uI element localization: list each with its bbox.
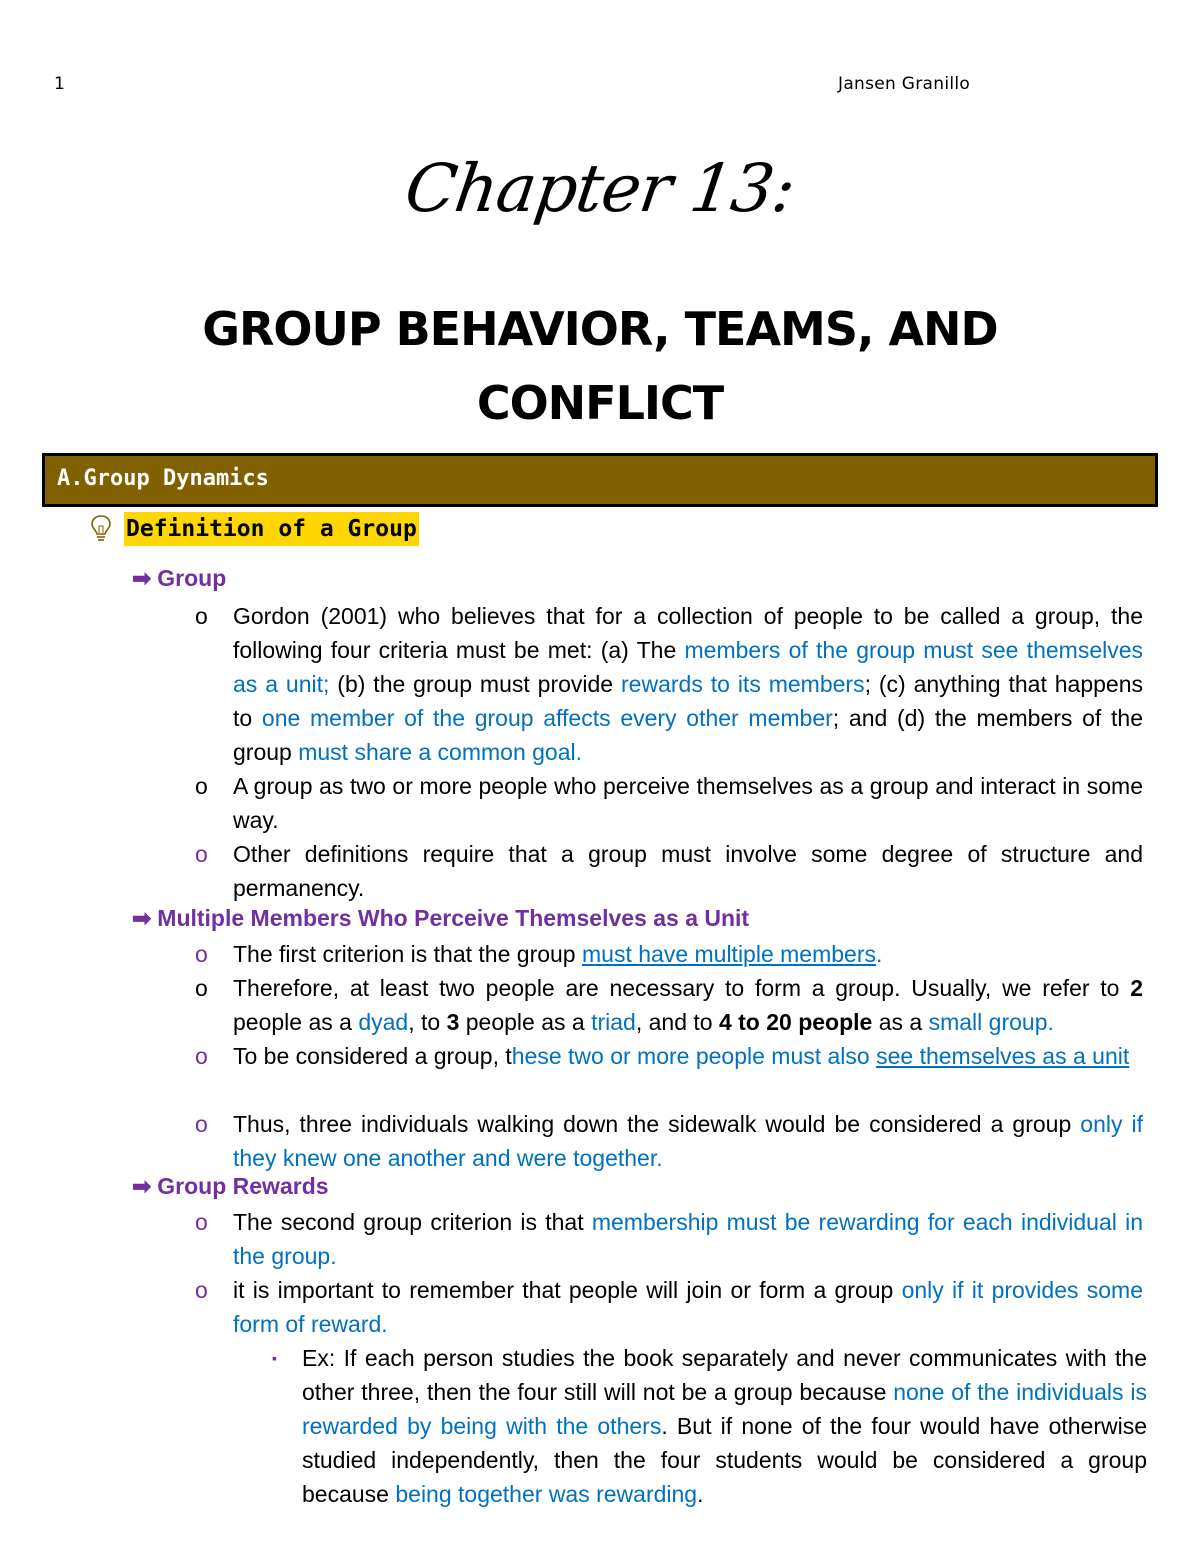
square-bullet-icon: ▪ bbox=[272, 1350, 277, 1366]
list-item-text: To be considered a group, these two or more people must also see themselves as a unit bbox=[233, 1043, 1130, 1069]
list-item-text: Other definitions require that a group must involve some degree of structure and permanency. bbox=[233, 841, 1143, 901]
list-item-text: it is important to remember that people will join or form a group only if it provides some form of reward. bbox=[233, 1277, 1144, 1337]
subsection-heading-group-rewards: ➡ Group Rewards bbox=[132, 1173, 329, 1199]
list-item-text: Gordon (2001) who believes that for a collection of people to be called a group, the following four criteria must be met: (a) The members of the group must see themselves as a unit; (b) the group must provide rewards to its members; (c) anything that happens to one member of the group affects every other member; and (d) the members of the group must share a common goal. bbox=[233, 603, 1144, 765]
arrow-icon: ➡ bbox=[132, 905, 152, 931]
list-item-text: The first criterion is that the group must have multiple members. bbox=[233, 941, 883, 967]
list-item-text: Thus, three individuals walking down the sidewalk would be considered a group only if they knew one another and were together. bbox=[233, 1111, 1143, 1171]
circle-bullet-icon: o bbox=[195, 941, 208, 967]
circle-bullet-icon: o bbox=[195, 1043, 208, 1069]
chapter-label: Chapter 13: bbox=[400, 150, 800, 227]
circle-bullet-icon: o bbox=[195, 1209, 208, 1235]
circle-bullet-icon: o bbox=[195, 841, 208, 867]
circle-bullet-icon: o bbox=[195, 1111, 208, 1137]
subsection-heading-multiple-members: ➡ Multiple Members Who Perceive Themselves as a Unit bbox=[132, 905, 750, 931]
lightbulb-icon bbox=[90, 514, 112, 544]
page-number: 1 bbox=[54, 74, 65, 94]
author-name: Jansen Granillo bbox=[838, 74, 971, 94]
definition-title: Definition of a Group bbox=[124, 512, 419, 546]
title-line-1: GROUP BEHAVIOR, TEAMS, AND bbox=[202, 302, 998, 356]
subsection-heading-group: ➡ Group bbox=[132, 565, 227, 591]
circle-bullet-icon: o bbox=[195, 603, 208, 629]
arrow-icon: ➡ bbox=[132, 1173, 152, 1199]
circle-bullet-icon: o bbox=[195, 975, 208, 1001]
section-title: A.Group Dynamics bbox=[57, 466, 269, 491]
circle-bullet-icon: o bbox=[195, 773, 208, 799]
section-header-bar bbox=[42, 453, 1158, 507]
circle-bullet-icon: o bbox=[195, 1277, 208, 1303]
title-line-2: CONFLICT bbox=[476, 376, 724, 430]
nested-list-item-text: Ex: If each person studies the book separately and never communicates with the other three, then the four still will not be a group because none of the individuals is rewarded by being with the others. But if none of the four would have otherwise studied independently, then the four students would be considered a group because being together was rewarding. bbox=[302, 1345, 1148, 1507]
list-item-text: The second group criterion is that membership must be rewarding for each individual in the group. bbox=[233, 1209, 1143, 1269]
list-item-text: Therefore, at least two people are necessary to form a group. Usually, we refer to 2 people as a dyad, to 3 people as a triad, and to 4 to 20 people as a small group. bbox=[233, 975, 1143, 1035]
page-title bbox=[0, 292, 1200, 440]
list-item-text: A group as two or more people who perceive themselves as a group and interact in some way. bbox=[233, 773, 1143, 833]
arrow-icon: ➡ bbox=[132, 565, 152, 591]
